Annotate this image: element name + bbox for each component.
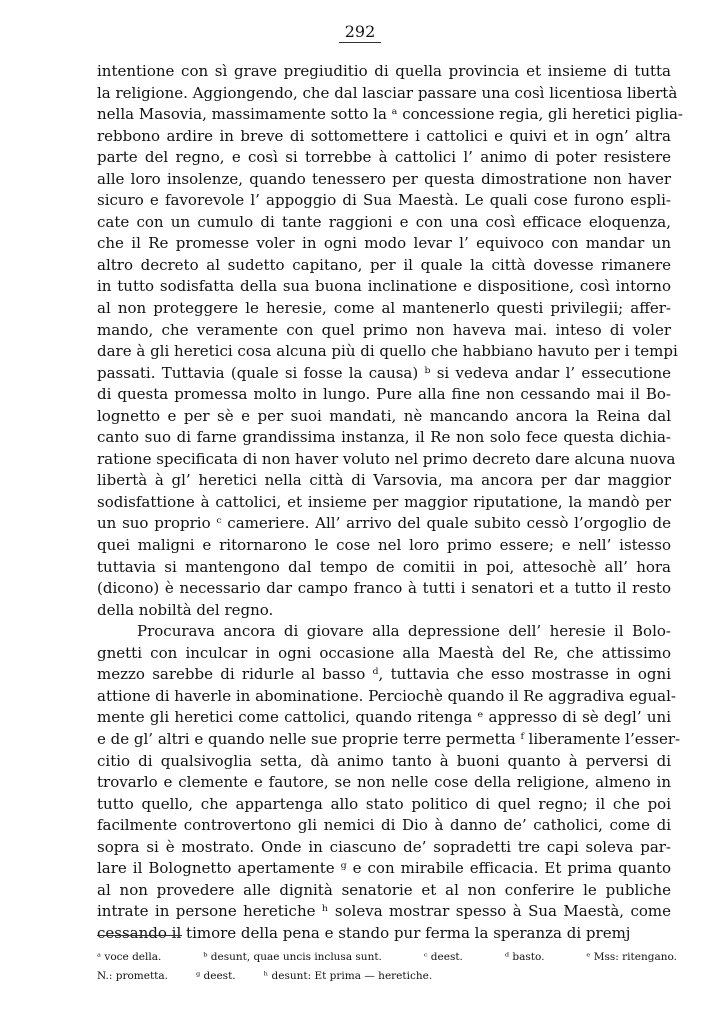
- text-line: un suo proprio ᶜ cameriere. All’ arrivo del quale subito cessò l’orgoglio de: [97, 514, 671, 533]
- text-line: lognetto e per sè e per suoi mandati, nè mancando ancora la Reina dal: [97, 406, 671, 425]
- text-line: nella Masovia, massimamente sotto la ᵃ concessione regia, gli heretici piglia-: [97, 105, 684, 124]
- text-line: alle loro insolenze, quando tenessero per questa dimostratione non haver: [97, 169, 671, 188]
- footnote-line-1: [97, 948, 677, 967]
- text-line: intentione con sì grave pregiuditio di quella provincia et insieme di tutta: [97, 62, 671, 80]
- page-number: [0, 22, 720, 41]
- text-line: e de gl’ altri e quando nelle sue proprie terre permetta ᶠ liberamente l’esser-: [97, 729, 681, 748]
- text-line: quei maligni e ritornarono le cose nel loro primo essere; e nell’ istesso: [97, 536, 671, 555]
- text-line: sodisfattione à cattolici, et insieme per maggior riputatione, la mandò per: [97, 492, 671, 511]
- footnote: ᵈ basto.: [504, 951, 545, 963]
- footnote: N.: prometta.: [97, 970, 168, 982]
- footnote-line-2: [97, 967, 677, 986]
- text-line: la religione. Aggiongendo, che dal lasciar passare una così licentiosa libertà: [97, 83, 678, 102]
- footnotes: [97, 948, 677, 986]
- text-line: trovarlo e clemente e fautore, se non nelle cose della religione, almeno in: [97, 773, 671, 792]
- text-line: ratione specificata di non haver voluto nel primo decreto dare alcuna nuova: [97, 449, 676, 468]
- text-line: intrate in persone heretiche ʰ soleva mostrar spesso à Sua Maestà, come: [97, 902, 671, 921]
- page-number-text: 292: [339, 22, 382, 43]
- text-line: cessando il timore della pena e stando pur ferma la speranza di premj: [97, 923, 631, 942]
- body-text: [97, 61, 684, 944]
- text-line: altro decreto al sudetto capitano, per il quale la città dovesse rimanere: [97, 255, 671, 274]
- text-line: sicuro e favorevole l’ appoggio di Sua Maestà. Le quali cose furono espli-: [97, 191, 671, 210]
- text-line: sopra si è mostrato. Onde in ciascuno de’ sopradetti tre capi soleva par-: [97, 837, 671, 856]
- footnote-divider: [97, 935, 182, 936]
- text-line: lare il Bolognetto apertamente ᵍ e con mirabile efficacia. Et prima quanto: [97, 859, 671, 878]
- footnote: ᵇ desunt, quae uncis inclusa sunt.: [203, 951, 382, 963]
- text-line: mezzo sarebbe di ridurle al basso ᵈ, tuttavia che esso mostrasse in ogni: [97, 665, 671, 684]
- text-line: mente gli heretici come cattolici, quando ritenga ᵉ appresso di sè degl’ uni: [97, 708, 671, 727]
- text-line: attione di haverle in abominatione. Perciochè quando il Re aggradiva egual-: [97, 686, 676, 705]
- footnote: ʰ desunt: Et prima — heretiche.: [263, 970, 433, 982]
- text-line: gnetti con inculcar in ogni occasione alla Maestà del Re, che attissimo: [97, 643, 671, 662]
- text-line: dare à gli heretici cosa alcuna più di quello che habbiano havuto per i tempi: [97, 342, 678, 361]
- footnote: ᵍ deest.: [196, 970, 236, 982]
- text-line: passati. Tuttavia (quale si fosse la causa) ᵇ si vedeva andar l’ essecutione: [97, 363, 671, 382]
- text-line: rebbono ardire in breve di sottomettere i cattolici e quivi et in ogn’ altra: [97, 126, 671, 145]
- text-line: (dicono) è necessario dar campo franco à tutti i senatori et a tutto il resto: [97, 579, 671, 598]
- text-line: tuttavia si mantengono dal tempo de comitii in poi, attesochè all’ hora: [97, 557, 671, 576]
- text-line: al non provedere alle dignità senatorie et al non conferire le publiche: [97, 880, 671, 899]
- footnote: ᶜ deest.: [423, 951, 463, 963]
- text-line: cate con un cumulo di tante raggioni e con una così efficace eloquenza,: [97, 212, 671, 231]
- text-line: canto suo di farne grandissima instanza, il Re non solo fece questa dichia-: [97, 428, 671, 447]
- text-line: che il Re promesse voler in ogni modo levar l’ equivoco con mandar un: [97, 234, 671, 253]
- text-line: tutto quello, che appartenga allo stato politico di quel regno; il che poi: [97, 794, 671, 813]
- text-line: facilmente controvertono gli nemici di Dio à danno de’ catholici, come di: [97, 816, 671, 835]
- text-line: della nobiltà del regno.: [97, 600, 274, 619]
- text-line: mando, che veramente con quel primo non haveva mai. inteso di voler: [97, 320, 671, 339]
- text-line: citio di qualsivoglia setta, dà animo tanto à buoni quanto à perversi di: [97, 751, 671, 770]
- text-line: di questa promessa molto in lungo. Pure alla fine non cessando mai il Bo-: [97, 385, 671, 404]
- footnote: ᵃ voce della.: [97, 951, 162, 963]
- footnote: ᵉ Mss: ritengano.: [586, 951, 677, 963]
- text-line: libertà à gl’ heretici nella città di Varsovia, ma ancora per dar maggior: [97, 471, 671, 490]
- text-line: in tutto sodisfatta della sua buona inclinatione e dispositione, così intorno: [97, 277, 671, 296]
- text-line: al non proteggere le heresie, come al mantenerlo questi privilegii; affer-: [97, 299, 671, 318]
- text-line: parte del regno, e così si torrebbe à cattolici l’ animo di poter resistere: [97, 148, 671, 167]
- text-line: Procurava ancora di giovare alla depressione dell’ heresie il Bolo-: [137, 622, 671, 641]
